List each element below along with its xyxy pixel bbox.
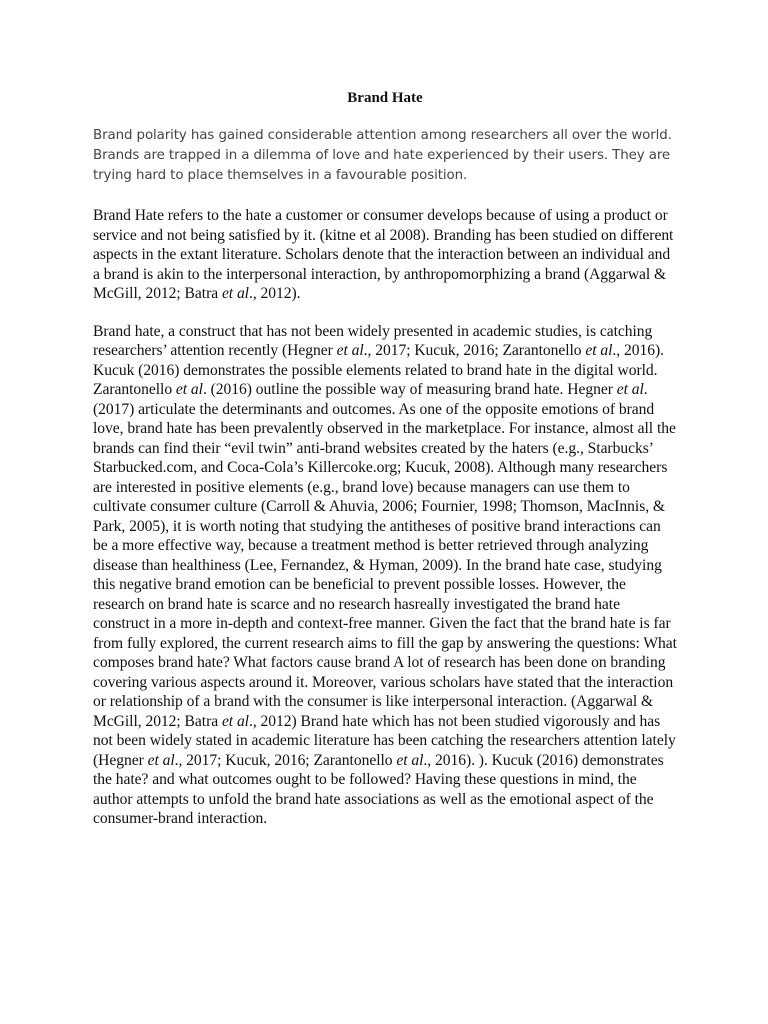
italic-text: et al bbox=[175, 381, 203, 398]
italic-text: et al bbox=[585, 342, 613, 359]
italic-text: et al bbox=[221, 285, 249, 302]
italic-text: et al bbox=[396, 751, 424, 769]
italic-text: et al bbox=[336, 342, 364, 359]
italic-text: et al bbox=[616, 381, 644, 398]
document-title: Brand Hate bbox=[347, 90, 423, 106]
document-body bbox=[93, 88, 677, 847]
italic-text: et al bbox=[147, 751, 175, 769]
intro-paragraph: Brand polarity has gained considerable attention among researchers all over the world. Brands are trapped in a dilemma of love and hate experienced by their users. They are trying hard to place themselves in a favourable position. bbox=[93, 128, 672, 183]
body-paragraph-1: Brand Hate refers to the hate a customer or consumer develops because of using a product or service and not being satisfied by it. (kitne et al 2008). Branding has been studied on different aspects in the extant literature. Scholars denote that the interaction between an individual and a brand is akin to the interpersonal interaction, by anthropomorphizing a brand (Aggarwal & McGill, 2012; Batra et al., 2012). bbox=[93, 207, 674, 302]
body-paragraph-2: Brand hate, a construct that has not been widely presented in academic studies, is catching researchers’ attention recently (Hegner et al., 2017; Kucuk, 2016; Zarantonello et al., 2016). Kucuk (2016) demonstrates the possible elements related to brand hate in the digital world. Zarantonello et al. (2016) outline the possible way of measuring brand hate. Hegner et al. (2017) articulate the determinants and outcomes. As one of the opposite emotions of brand love, brand hate has been prevalently observed in the marketplace. For instance, almost all the brands can find their “evil twin” anti-brand websites created by the haters (e.g., Starbucks’ Starbucked.com, and Coca-Cola’s Killercoke.org; Kucuk, 2008). Although many researchers are interested in positive elements (e.g., brand love) because managers can use them to cultivate consumer culture (Carroll & Ahuvia, 2006; Fournier, 1998; Thomson, MacInnis, & Park, 2005), it is worth noting that studying the antitheses of positive brand interactions can be a more effective way, because a treatment method is better retrieved through analyzing disease than healthiness (Lee, Fernandez, & Hyman, 2009). In the brand hate case, studying this negative brand emotion can be beneficial to prevent possible losses. However, the research on brand hate is scarce and no research hasreally investigated the brand hate construct in a more in-depth and context-free manner. Given the fact that the brand hate is far from fully explored, the current research aims to fill the gap by answering the questions: What composes brand hate? What factors cause brand A lot of research has been done on branding covering various aspects around it. Moreover, various scholars have stated that the interaction or relationship of a brand with the consumer is like interpersonal interaction. (Aggarwal & McGill, 2012; Batra et al., 2012) Brand hate which has not been studied vigorously and has not been widely stated in academic literature has been catching the researchers attention lately (Hegner et al., 2017; Kucuk, 2016; Zarantonello et al., 2016). ). Kucuk (2016) demonstrates the hate? and what outcomes ought to be followed? Having these questions in mind, the author attempts to unfold the brand hate associations as well as the emotional aspect of the consumer-brand interaction. bbox=[93, 322, 677, 827]
italic-text: et al bbox=[221, 712, 249, 730]
